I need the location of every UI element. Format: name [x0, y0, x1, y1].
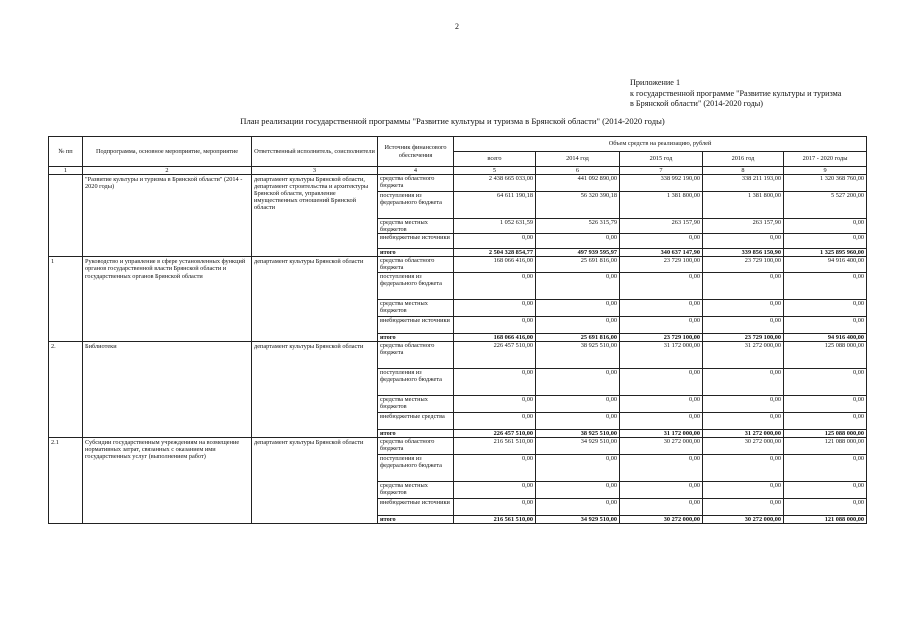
section-number: 1 [49, 257, 83, 341]
amount-2014: 0,00 [536, 454, 620, 481]
amount-2016: 0,00 [703, 454, 784, 481]
amount-2014: 0,00 [536, 412, 620, 429]
amount-2017-2020: 94 916 400,00 [784, 257, 867, 272]
column-index: 5 [454, 167, 536, 175]
amount-2016: 338 211 193,00 [703, 175, 784, 192]
amount-total: 2 504 328 854,77 [454, 249, 536, 257]
amount-2015: 1 381 800,00 [620, 192, 703, 219]
amount-2016: 31 272 000,00 [703, 341, 784, 368]
amount-2016: 0,00 [703, 481, 784, 498]
amount-2017-2020: 0,00 [784, 299, 867, 316]
section-program: "Развитие культуры и туризма в Брянской области" (2014 - 2020 годы) [83, 175, 252, 257]
amount-2017-2020: 0,00 [784, 412, 867, 429]
funding-source: внебюджетные источники [378, 234, 454, 249]
amount-total: 0,00 [454, 272, 536, 299]
plan-table-body [49, 175, 867, 524]
amount-2016: 339 856 150,90 [703, 249, 784, 257]
amount-total: 168 066 416,00 [454, 257, 536, 272]
amount-2016: 30 272 000,00 [703, 515, 784, 523]
amount-2017-2020: 1 320 368 760,00 [784, 175, 867, 192]
funding-source: средства местных бюджетов [378, 395, 454, 412]
funding-source: поступления из федерального бюджета [378, 272, 454, 299]
funding-source: средства областного бюджета [378, 341, 454, 368]
amount-2015: 0,00 [620, 481, 703, 498]
amount-2017-2020: 0,00 [784, 368, 867, 395]
section-executor: департамент культуры Брянской области, департамент строительства и архитектуры Брянской области, управление имущественных отношений Брянской области [252, 175, 378, 257]
column-index: 2 [83, 167, 252, 175]
section-number [49, 175, 83, 257]
amount-2014: 34 929 510,00 [536, 437, 620, 454]
header-total: всего [454, 152, 536, 167]
amount-2016: 0,00 [703, 412, 784, 429]
header-2017-2020: 2017 - 2020 годы [784, 152, 867, 167]
amount-2014: 0,00 [536, 481, 620, 498]
amount-total: 0,00 [454, 316, 536, 333]
column-index: 7 [620, 167, 703, 175]
funding-source: средства местных бюджетов [378, 481, 454, 498]
amount-2017-2020: 121 088 000,00 [784, 515, 867, 523]
section-executor: департамент культуры Брянской области [252, 257, 378, 341]
table-row [49, 257, 867, 272]
plan-title: План реализации государственной программы "Развитие культуры и туризма в Брянской области" (2014-2020 годы) [240, 116, 665, 126]
appendix-line-1: Приложение 1 [630, 78, 681, 87]
amount-2014: 38 925 510,00 [536, 341, 620, 368]
amount-total: 2 438 665 033,00 [454, 175, 536, 192]
amount-2014: 0,00 [536, 234, 620, 249]
amount-total: 0,00 [454, 412, 536, 429]
amount-2016: 263 157,90 [703, 219, 784, 234]
amount-2014: 25 691 816,00 [536, 333, 620, 341]
column-index: 4 [378, 167, 454, 175]
amount-2017-2020: 94 916 400,00 [784, 333, 867, 341]
header-2015: 2015 год [620, 152, 703, 167]
amount-2015: 0,00 [620, 368, 703, 395]
amount-2017-2020: 125 088 000,00 [784, 341, 867, 368]
section-program: Библиотеки [83, 341, 252, 437]
funding-source: средства местных бюджетов [378, 219, 454, 234]
funding-source: средства областного бюджета [378, 257, 454, 272]
amount-2014: 0,00 [536, 498, 620, 515]
funding-source: итого [378, 515, 454, 523]
amount-total: 0,00 [454, 395, 536, 412]
amount-2014: 497 939 595,97 [536, 249, 620, 257]
header-num: № пп [49, 137, 83, 167]
amount-total: 64 611 190,18 [454, 192, 536, 219]
funding-source: средства местных бюджетов [378, 299, 454, 316]
amount-2015: 0,00 [620, 498, 703, 515]
header-source: Источник финансового обеспечения [378, 137, 454, 167]
funding-source: внебюджетные средства [378, 412, 454, 429]
appendix-line-3: в Брянской области" (2014-2020 годы) [630, 99, 763, 108]
amount-2016: 30 272 000,00 [703, 437, 784, 454]
amount-2015: 0,00 [620, 454, 703, 481]
amount-2016: 0,00 [703, 234, 784, 249]
plan-table [48, 136, 867, 524]
amount-total: 0,00 [454, 234, 536, 249]
amount-total: 0,00 [454, 498, 536, 515]
amount-2014: 0,00 [536, 272, 620, 299]
amount-2016: 23 729 100,00 [703, 257, 784, 272]
amount-total: 168 066 416,00 [454, 333, 536, 341]
table-row [49, 341, 867, 368]
section-number: 2. [49, 341, 83, 437]
amount-2017-2020: 0,00 [784, 234, 867, 249]
amount-2017-2020: 5 527 200,00 [784, 192, 867, 219]
amount-2014: 56 320 390,18 [536, 192, 620, 219]
amount-2015: 0,00 [620, 234, 703, 249]
amount-2015: 340 637 147,90 [620, 249, 703, 257]
page-number: 2 [455, 22, 459, 31]
amount-2015: 30 272 000,00 [620, 515, 703, 523]
amount-2016: 0,00 [703, 498, 784, 515]
amount-2015: 30 272 000,00 [620, 437, 703, 454]
funding-source: поступления из федерального бюджета [378, 368, 454, 395]
amount-2017-2020: 0,00 [784, 395, 867, 412]
funding-source: средства областного бюджета [378, 175, 454, 192]
header-2016: 2016 год [703, 152, 784, 167]
amount-2016: 0,00 [703, 395, 784, 412]
header-volume: Объем средств на реализацию, рублей [454, 137, 867, 152]
header-executor: Ответственный исполнитель, соисполнители [252, 137, 378, 167]
amount-total: 216 561 510,00 [454, 515, 536, 523]
amount-2014: 38 925 510,00 [536, 429, 620, 437]
funding-source: средства областного бюджета [378, 437, 454, 454]
section-executor: департамент культуры Брянской области [252, 437, 378, 523]
section-number: 2.1 [49, 437, 83, 523]
amount-2015: 31 172 000,00 [620, 429, 703, 437]
amount-2016: 0,00 [703, 272, 784, 299]
amount-total: 226 457 510,00 [454, 429, 536, 437]
amount-2017-2020: 0,00 [784, 316, 867, 333]
amount-2017-2020: 0,00 [784, 454, 867, 481]
amount-2016: 0,00 [703, 299, 784, 316]
funding-source: внебюджетные источники [378, 498, 454, 515]
amount-2017-2020: 125 088 000,00 [784, 429, 867, 437]
amount-2016: 23 729 100,00 [703, 333, 784, 341]
column-index-row [49, 167, 867, 175]
amount-total: 0,00 [454, 299, 536, 316]
section-program: Руководство и управление в сфере установленных функций органов государственной власти Брянской области и государственных органов Брянской области [83, 257, 252, 341]
amount-2015: 0,00 [620, 412, 703, 429]
amount-2017-2020: 1 325 895 960,00 [784, 249, 867, 257]
funding-source: внебюджетные источники [378, 316, 454, 333]
amount-2015: 0,00 [620, 272, 703, 299]
amount-2017-2020: 0,00 [784, 481, 867, 498]
amount-2015: 23 729 100,00 [620, 257, 703, 272]
amount-total: 0,00 [454, 481, 536, 498]
amount-2015: 31 172 000,00 [620, 341, 703, 368]
column-index: 6 [536, 167, 620, 175]
amount-2014: 0,00 [536, 368, 620, 395]
amount-2014: 0,00 [536, 316, 620, 333]
header-2014: 2014 год [536, 152, 620, 167]
funding-source: итого [378, 429, 454, 437]
amount-2014: 34 929 510,00 [536, 515, 620, 523]
section-program: Субсидии государственным учреждениям на возмещение нормативных затрат, связанных с оказанием ими государственных услуг (выполнением работ) [83, 437, 252, 523]
amount-total: 216 561 510,00 [454, 437, 536, 454]
amount-total: 226 457 510,00 [454, 341, 536, 368]
amount-2017-2020: 0,00 [784, 219, 867, 234]
table-row [49, 437, 867, 454]
funding-source: поступления из федерального бюджета [378, 454, 454, 481]
funding-source: поступления из федерального бюджета [378, 192, 454, 219]
amount-2015: 263 157,90 [620, 219, 703, 234]
amount-total: 0,00 [454, 368, 536, 395]
funding-source: итого [378, 249, 454, 257]
amount-2017-2020: 0,00 [784, 498, 867, 515]
amount-2015: 0,00 [620, 395, 703, 412]
amount-2015: 0,00 [620, 316, 703, 333]
appendix-line-2: к государственной программе "Развитие культуры и туризма [630, 88, 842, 98]
table-row [49, 175, 867, 192]
amount-2017-2020: 0,00 [784, 272, 867, 299]
column-index: 8 [703, 167, 784, 175]
amount-2016: 1 381 800,00 [703, 192, 784, 219]
amount-2015: 0,00 [620, 299, 703, 316]
amount-2015: 338 992 190,00 [620, 175, 703, 192]
column-index: 3 [252, 167, 378, 175]
amount-2014: 526 315,79 [536, 219, 620, 234]
amount-2016: 31 272 000,00 [703, 429, 784, 437]
amount-2015: 23 729 100,00 [620, 333, 703, 341]
amount-2014: 25 691 816,00 [536, 257, 620, 272]
amount-2014: 0,00 [536, 395, 620, 412]
amount-2014: 441 092 890,00 [536, 175, 620, 192]
amount-2014: 0,00 [536, 299, 620, 316]
column-index: 9 [784, 167, 867, 175]
column-index: 1 [49, 167, 83, 175]
amount-total: 0,00 [454, 454, 536, 481]
amount-total: 1 052 631,59 [454, 219, 536, 234]
header-program: Подпрограмма, основное мероприятие, мероприятие [83, 137, 252, 167]
amount-2017-2020: 121 088 000,00 [784, 437, 867, 454]
section-executor: департамент культуры Брянской области [252, 341, 378, 437]
amount-2016: 0,00 [703, 368, 784, 395]
funding-source: итого [378, 333, 454, 341]
appendix-note [630, 78, 841, 110]
amount-2016: 0,00 [703, 316, 784, 333]
